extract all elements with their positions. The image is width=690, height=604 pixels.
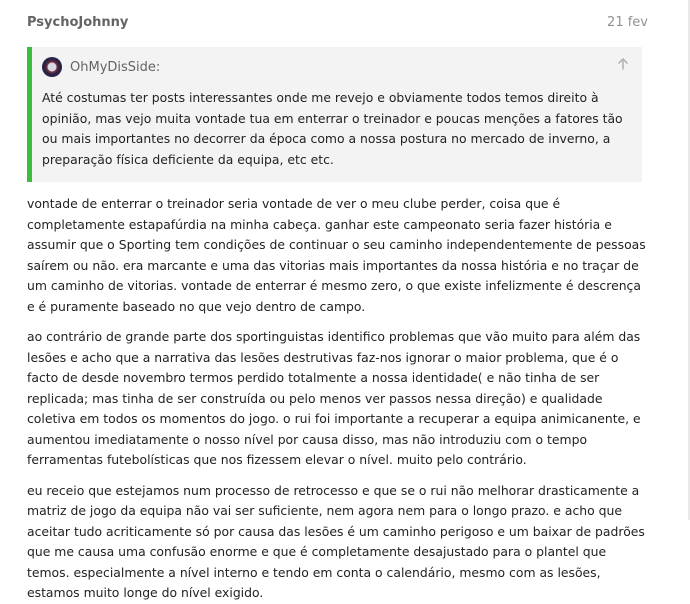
quote-avatar[interactable] — [42, 57, 62, 77]
quote-title — [42, 55, 630, 79]
post-paragraph: eu receio que estejamos num processo de retrocesso e que se o rui não melhorar drasticamente a matriz de jogo da equipa não vai ser suficiente, nem agora nem para o longo prazo. e acho que aceitar tudo acriticamente só por causa das lesões é um caminho perigoso e um baixar de padrões que me causa uma confusão enorme e que é completamente desajustado para o plantel que temos. especialmente a nível interno e tendo em conta o calendário, mesmo com as lesões, estamos muito longe do nível exigido. — [27, 482, 645, 600]
quote-username: OhMyDisSide: — [70, 59, 161, 75]
arrow-up-icon[interactable] — [616, 57, 630, 71]
quote-text: Até costumas ter posts interessantes onde me revejo e obviamente todos temos direito à opinião, mas vejo muita vontade tua em enterrar o treinador e poucas menções a fatores tão ou mais importantes no decorrer da época como a nossa postura no mercado de inverno, a preparação física deficiente da equipa, etc etc. — [42, 90, 623, 167]
post-paragraph: vontade de enterrar o treinador seria vontade de ver o meu clube perder, coisa que é completamente estapafúrdia na minha cabeça. ganhar este campeonato seria fazer história e assumir que o Sporting tem condições de continuar o seu caminho independentemente de pessoas saírem ou não. era marcante e uma das vitorias mais importantes da nossa história e no traçar de um caminho de vitorias. vontade de enterrar é mesmo zero, o que existe infelizmente é descrença e é puramente baseado no que vejo dentro de campo. — [27, 196, 646, 314]
post-content — [27, 194, 647, 604]
quote-block — [27, 47, 642, 182]
post-date[interactable]: 21 fev — [607, 14, 648, 30]
post-username[interactable]: PsychoJohnny — [27, 14, 129, 30]
post-header — [27, 12, 648, 32]
post-paragraph: ao contrário de grande parte dos sportinguistas identifico problemas que vão muito para além das lesões e acho que a narrativa das lesões destrutivas faz-nos ignorar o maior problema, que é o facto de desde novembro termos perdido totalmente a nossa identidade( e não tinha de ser replicada; mas tinha de ser construída ou pelo menos ver passos nessa direção) e qualidade coletiva em todos os momentos do jogo. o rui foi importante a recuperar a equipa animicanente, e aumentou imediatamente o nosso nível por causa disso, mas não introduziu com o tempo ferramentas futebolísticas que nos fizessem elevar o nível. muito pelo contrário. — [27, 329, 641, 467]
